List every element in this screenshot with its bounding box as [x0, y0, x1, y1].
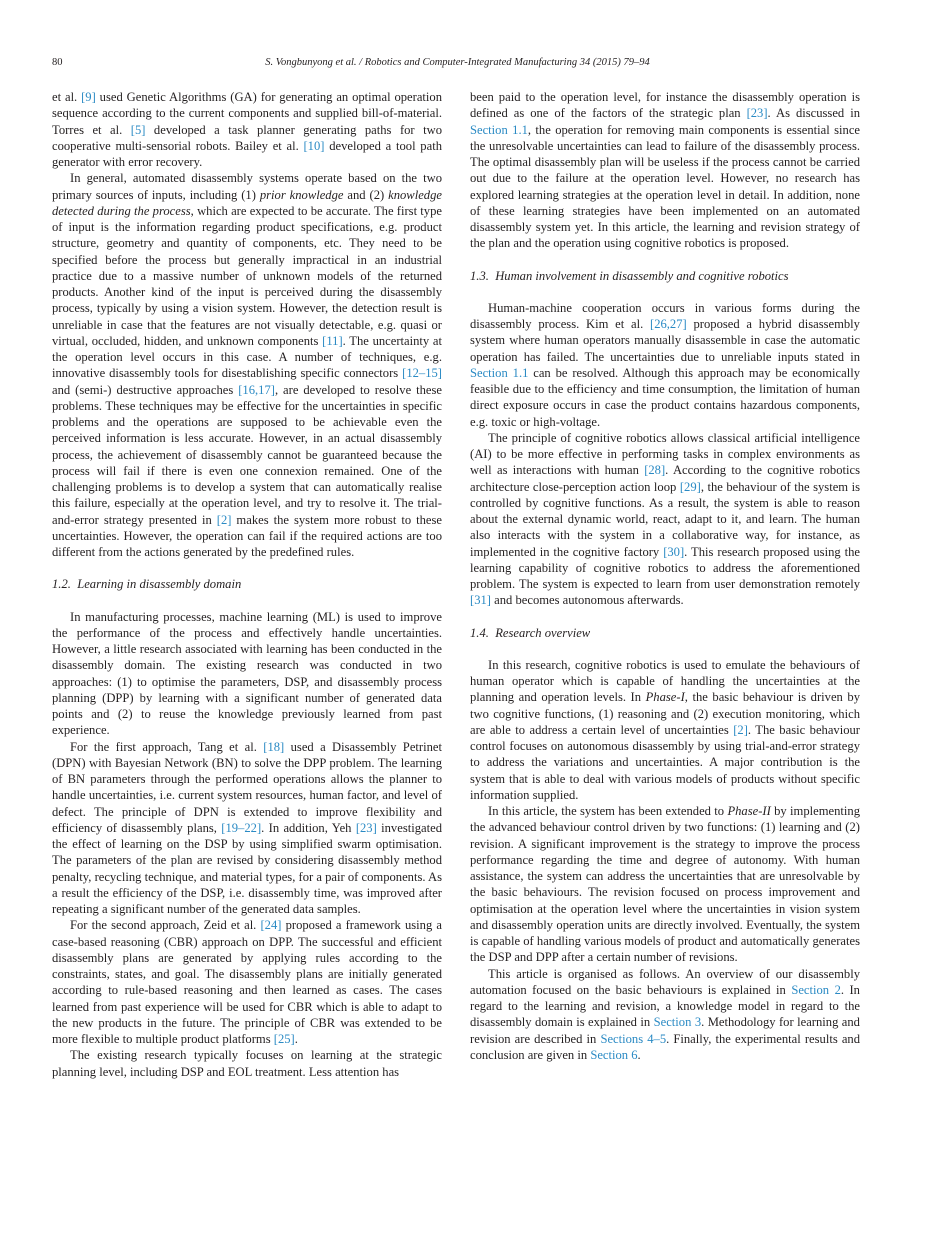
text-run: . Methodology for learning and revision are described in — [470, 1015, 860, 1046]
page-number: 80 — [52, 57, 63, 68]
section-heading — [470, 268, 860, 284]
text-run: used Genetic Algorithms (GA) for generating an optimal operation sequence according to the current components and supplied bill-of-material. Torres et al. — [52, 90, 443, 137]
section-title: Research overview — [495, 625, 591, 640]
text-run: In general, automated disassembly systems operate based on the two primary sources of inputs, including (1) — [52, 171, 442, 202]
text-run: investigated the effect of learning on the DSP by using simplified swarm optimisation. The parameters of the plan are revised by considering disassembly method penalty, recycling technique, and material types, for a pair of components. As a result the efficiency of the DSP, i.e. disassembly time, was improved after repeating a significant number of the generated data samples. — [52, 820, 442, 916]
text-run: by implementing the advanced behaviour control driven by two functions: (1) learning and (2) revision. A significant improvement is the strategy to improve the process performance regarding the time and degree of autonomy. With human assistance, the system can address the uncertainties that are unresolvable by the basic behaviours. The revision focused on process improvement and optimisation at the operation level where the uncertainties in vision system and disassembly operation units are directly involved. Eventually, the system is capable of handling various models of product and automatically generates the DSP and DPP after a certain number of revisions. — [470, 804, 860, 965]
text-run: been paid to the operation level, for instance the disassembly operation is defined as one of the factors of the strategic plan — [470, 90, 860, 121]
citation-link[interactable]: [18] — [263, 739, 285, 754]
section-link[interactable]: Sections 4–5 — [600, 1031, 667, 1046]
text-run: can be resolved. Although this approach may be economically feasible due to the efficiency and time consumption, the limitation of human direct exposure occurs in case the product contains hazardous components, e.g. toxic or high-voltage. — [470, 365, 860, 429]
text-run: used a Disassembly Petrinet (DPN) with Bayesian Network (BN) to solve the DPP problem. The learning of BN parameters through the performed operations allows the planner to handle uncertainties, i.e. current system resources, human factor, and level of defect. The principle of DPN is extended to improve flexibility and efficiency of disassembly plans, — [52, 739, 442, 835]
citation-link[interactable]: [5] — [130, 122, 146, 137]
text-run: The principle of cognitive robotics allows classical artificial intelligence (AI) to be more effective in performing tasks in complex environments as well as interactions with human — [470, 430, 860, 478]
text-run: and (2) — [343, 187, 389, 202]
text-run: makes the system more robust to these uncertainties. However, the operation can fail if the required actions are too different from the actions generated by the predefined rules. — [52, 512, 442, 559]
emphasis: Phase-I — [645, 690, 685, 705]
text-run: , the operation for removing main components is essential since the unresolvable uncertainties can lead to failure of the disassembly process. The optimal disassembly plan will be useless if the process cannot be carried out due to the failure at the operation level. However, no research has explored learning strategies at the operation level in detail. In addition, none of these learning strategies have been implemented on an automated disassembly system yet. In this article, the learning and revision strategy of the plan and the operation using cognitive robotics is proposed. — [470, 122, 861, 251]
text-run: developed a tool path generator with error recovery. — [52, 138, 442, 169]
text-run: . This research proposed using the learning capability of cognitive robotics to address the aforementioned problem. The system is expected to learn from user demonstration remotely — [470, 544, 860, 591]
section-link[interactable]: Section 6 — [590, 1047, 638, 1062]
text-run: In this article, the system has been extended to — [488, 804, 728, 818]
paragraph — [52, 170, 442, 560]
right-column — [470, 89, 860, 1063]
running-head: S. Vongbunyong et al. / Robotics and Computer-Integrated Manufacturing 34 (2015) 79–94 — [265, 57, 650, 68]
citation-link[interactable]: [31] — [470, 593, 491, 608]
text-run: For the first approach, Tang et al. — [70, 739, 264, 754]
citation-link[interactable]: [9] — [81, 90, 96, 104]
paragraph: In manufacturing processes, machine learning (ML) is used to improve the performance of the process and effectively handle uncertainties. However, a little research associated with learning has been conducted in the disassembly domain. The existing research was conducted in two approaches: (1) to optimise the parameters, DSP, and disassembly process planning (DPP) by learning with a significant number of generated data points and (2) to reuse the knowledge previously learned from past experience. — [52, 609, 442, 738]
text-run: This article is organised as follows. An overview of our disassembly automation focused on the basic behaviours is explained in — [470, 966, 860, 997]
section-link[interactable]: Section 1.1 — [470, 365, 529, 380]
text-run: . In regard to the learning and revision, a knowledge model in regard to the disassembly domain is explained in — [470, 982, 860, 1030]
text-run: . — [637, 1047, 641, 1062]
paragraph: The existing research typically focuses on learning at the strategic planning level, including DSP and EOL treatment. Less attention has — [52, 1048, 442, 1079]
citation-link[interactable]: [12–15] — [402, 366, 442, 381]
section-link[interactable]: Section 1.1 — [470, 122, 528, 137]
text-run: and (semi-) destructive approaches — [52, 382, 239, 397]
text-run: . — [294, 1032, 298, 1046]
text-run: Human-machine cooperation occurs in various forms during the disassembly process. Kim et al. — [470, 300, 860, 331]
page-header — [52, 56, 863, 70]
text-run: , the basic behaviour is driven by two cognitive functions, (1) reasoning and (2) execution monitoring, which are able to address a certain level of uncertainties — [470, 690, 861, 737]
text-run: . The basic behaviour control focuses on autonomous disassembly by using trial-and-error strategy to address the variations and uncertainties. A major contribution is the system that is able to deal with various models of products without specific information supplied. — [470, 722, 860, 802]
section-number: 1.3. — [470, 268, 489, 283]
paragraph — [470, 430, 860, 609]
text-run: and becomes autonomous afterwards. — [490, 593, 684, 608]
emphasis: knowledge detected during the process — [52, 187, 442, 218]
citation-link[interactable]: [10] — [303, 138, 325, 153]
text-run: . According to the cognitive robotics architecture close-perception action loop — [470, 463, 860, 494]
text-run: . The uncertainty at the operation level occurs in this case. A number of techniques, e.g. innovative disassembly tools for disestablishing specific connectors — [52, 333, 442, 381]
text-run: . In addition, Yeh — [261, 820, 356, 835]
section-heading — [470, 625, 860, 641]
paragraph — [52, 89, 442, 170]
emphasis: Phase-II — [727, 804, 771, 818]
citation-link[interactable]: [25] — [273, 1032, 295, 1046]
section-title: Learning in disassembly domain — [77, 577, 242, 592]
text-run: , are developed to resolve these problems. These techniques may be effective for the uncertainties in specific problems and the operations are supposed to be achievable even the perceived information is less accurate. However, in an actual disassembly process, the achievement of disassembly cannot be guaranteed because the process will fail if there is even one connexion remained. One of the challenging problems is to develop a system that can automatically realise this failure, especially at the operation level, and try to resolve it. The trial-and-error strategy presented in — [52, 382, 442, 527]
citation-link[interactable]: [23] — [746, 106, 768, 121]
text-run: For the second approach, Zeid et al. — [70, 918, 261, 933]
left-column — [52, 89, 442, 1080]
emphasis: prior knowledge — [259, 187, 344, 202]
paragraph — [470, 300, 860, 430]
citation-link[interactable]: [2] — [733, 722, 748, 737]
text-run: In this research, cognitive robotics is used to emulate the behaviours of human operator which is capable of handling the uncertainties at the planning and operation levels. In — [470, 657, 860, 705]
citation-link[interactable]: [2] — [216, 512, 232, 527]
text-run: , the behaviour of the system is controlled by cognitive functions. As a result, the system is able to reason about the external dynamic world, react, adapt to it, and learn. The human also interacts with the system in a collaborative way, for instance, as implemented in the cognitive factory — [470, 479, 860, 559]
citation-link[interactable]: [29] — [679, 479, 701, 494]
text-run: . As discussed in — [767, 106, 860, 121]
text-run: proposed a hybrid disassembly system where human operators manually disassemble in case the automatic operation has failed. The uncertainties due to unreliable inputs stated in — [470, 317, 860, 364]
section-link[interactable]: Section 3 — [653, 1015, 702, 1030]
citation-link[interactable]: [24] — [260, 918, 282, 933]
citation-link[interactable]: [26,27] — [650, 317, 687, 331]
section-title: Human involvement in disassembly and cognitive robotics — [495, 268, 789, 283]
text-run: , which are expected to be accurate. The first type of input is the information regarding product specifications, e.g. product structure, geometry and quantity of components, etc. They need to be specified before the process but generally impractical in an industrial practice due to a massive number of unknown models of the returned products. Another kind of the input is perceived during the disassembly process, typically by using a vision system. However, the detection result is unreliable in case that the features are not visually detectable, e.g. quasi or virtual, occluded, hidden, and unknown components — [52, 203, 442, 348]
citation-link[interactable]: [16,17] — [238, 382, 275, 397]
citation-link[interactable]: [11] — [322, 333, 343, 348]
section-heading — [52, 576, 442, 592]
text-run: . Finally, the experimental results and conclusion are given in — [470, 1031, 861, 1062]
citation-link[interactable]: [19–22] — [221, 820, 262, 835]
text-run: et al. — [52, 90, 82, 104]
section-link[interactable]: Section 2 — [791, 982, 841, 997]
text-run: developed a task planner generating paths for two cooperative multi-sensorial robots. Bailey et al. — [52, 122, 442, 153]
paragraph — [52, 739, 442, 918]
citation-link[interactable]: [23] — [355, 820, 377, 835]
paragraph — [470, 803, 860, 966]
paragraph — [52, 917, 442, 1047]
citation-link[interactable]: [28] — [644, 463, 666, 478]
citation-link[interactable]: [30] — [663, 544, 685, 559]
paragraph — [470, 89, 860, 252]
section-number: 1.4. — [470, 625, 489, 640]
text-run: proposed a framework using a case-based reasoning (CBR) approach on DPP. The successful and efficient disassembly plans are generated by applying rules according to the constraints, states, and goal. The disassembly plans are initially generated according to rule-based reasoning and then learned as cases. The cases learned from past experience will be used for CBR which is able to adapt to the new products in the future. The principle of CBR was extended to be more flexible to multiple product platforms — [52, 918, 442, 1046]
paragraph — [470, 657, 860, 803]
paragraph — [470, 966, 860, 1064]
section-number: 1.2. — [52, 577, 71, 592]
